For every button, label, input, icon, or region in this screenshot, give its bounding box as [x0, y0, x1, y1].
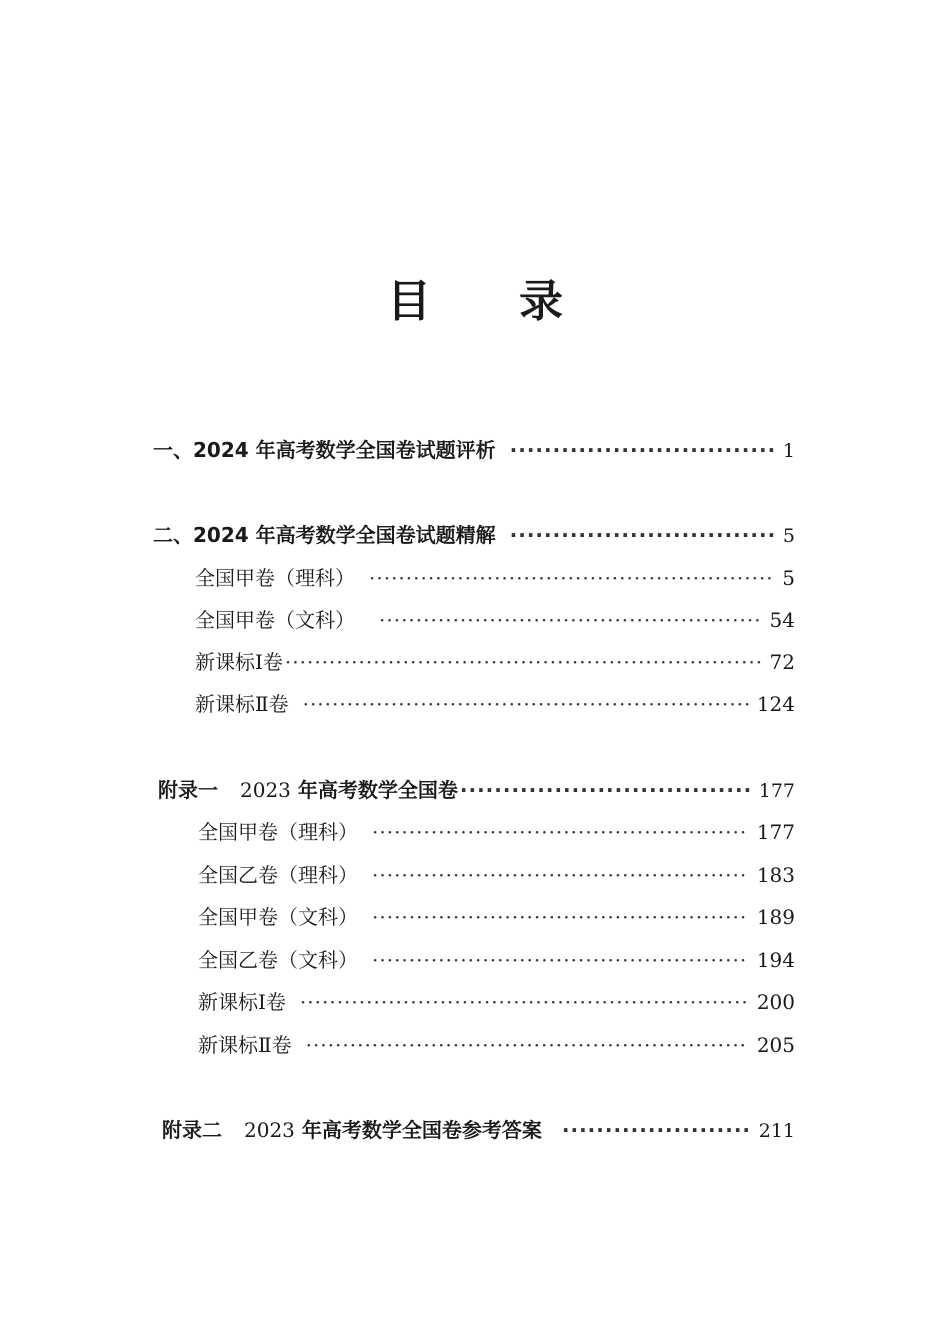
toc-item-label: 新课标Ⅱ卷 — [195, 692, 289, 716]
toc-page-number: 205 — [756, 1033, 795, 1057]
toc-item[interactable] — [195, 563, 795, 593]
toc-page-number: 183 — [756, 863, 795, 887]
toc-appendix-2[interactable] — [162, 1115, 795, 1145]
toc-page-number: 72 — [769, 650, 795, 674]
toc-item[interactable] — [198, 860, 795, 890]
dot-leader — [510, 520, 775, 550]
toc-item-label: 新课标Ⅱ卷 — [198, 1033, 292, 1057]
toc-item-label: 全国甲卷（文科） — [198, 905, 358, 929]
appendix-year: 2023 — [240, 778, 291, 802]
toc-appendix-1[interactable] — [158, 775, 795, 805]
appendix-year: 2023 — [244, 1118, 295, 1142]
dot-leader — [510, 435, 775, 465]
toc-page-number: 194 — [756, 948, 795, 972]
toc-item-label: 全国乙卷（文科） — [198, 948, 358, 972]
toc-item-label: 全国甲卷（文科） — [195, 608, 355, 632]
toc-page-number: 200 — [756, 990, 795, 1014]
toc-section-1[interactable] — [153, 435, 795, 465]
toc-section-label: 二、2024 年高考数学全国卷试题精解 — [153, 523, 496, 547]
toc-page-number: 1 — [782, 440, 795, 462]
toc-item[interactable] — [198, 945, 795, 975]
appendix-title: 年高考数学全国卷 — [297, 778, 458, 802]
dot-leader — [306, 1030, 749, 1060]
toc-item[interactable] — [195, 689, 795, 719]
title-char-1: 目 — [387, 276, 431, 327]
dot-leader — [303, 689, 749, 719]
dot-leader — [372, 902, 749, 932]
toc-item[interactable] — [198, 902, 795, 932]
toc-item-label: 新课标Ⅰ卷 — [198, 990, 286, 1014]
title-char-2: 录 — [519, 276, 563, 327]
appendix-prefix: 附录一 — [158, 778, 218, 802]
toc-item[interactable] — [195, 605, 795, 635]
toc-section-2[interactable] — [153, 520, 795, 550]
dot-leader — [562, 1115, 751, 1145]
dot-leader — [372, 817, 749, 847]
appendix-prefix: 附录二 — [162, 1118, 222, 1142]
dot-leader — [372, 860, 749, 890]
toc-item[interactable] — [198, 987, 795, 1017]
dot-leader — [379, 605, 762, 635]
toc-item-label: 全国乙卷（理科） — [198, 863, 358, 887]
toc-page-number: 189 — [756, 905, 795, 929]
toc-page-number: 211 — [758, 1120, 795, 1142]
dot-leader — [300, 987, 749, 1017]
toc-page-number: 5 — [782, 566, 795, 590]
dot-leader — [285, 647, 762, 677]
toc-section-label: 一、2024 年高考数学全国卷试题评析 — [153, 438, 496, 462]
toc-item[interactable] — [195, 647, 795, 677]
appendix-title: 年高考数学全国卷参考答案 — [301, 1118, 542, 1142]
dot-leader — [369, 563, 774, 593]
dot-leader — [460, 775, 751, 805]
toc-appendix-label — [162, 1115, 542, 1145]
toc-appendix-label — [158, 775, 458, 805]
toc-item[interactable] — [198, 817, 795, 847]
toc-page-number: 54 — [769, 608, 795, 632]
toc-page-number: 124 — [756, 692, 795, 716]
toc-page-number: 5 — [782, 525, 795, 547]
page-title — [0, 272, 950, 332]
dot-leader — [372, 945, 749, 975]
toc-page-number: 177 — [756, 820, 795, 844]
toc-page-number: 177 — [758, 780, 795, 802]
toc-item[interactable] — [198, 1030, 795, 1060]
toc-item-label: 全国甲卷（理科） — [198, 820, 358, 844]
toc-item-label: 新课标Ⅰ卷 — [195, 650, 283, 674]
toc-item-label: 全国甲卷（理科） — [195, 566, 355, 590]
